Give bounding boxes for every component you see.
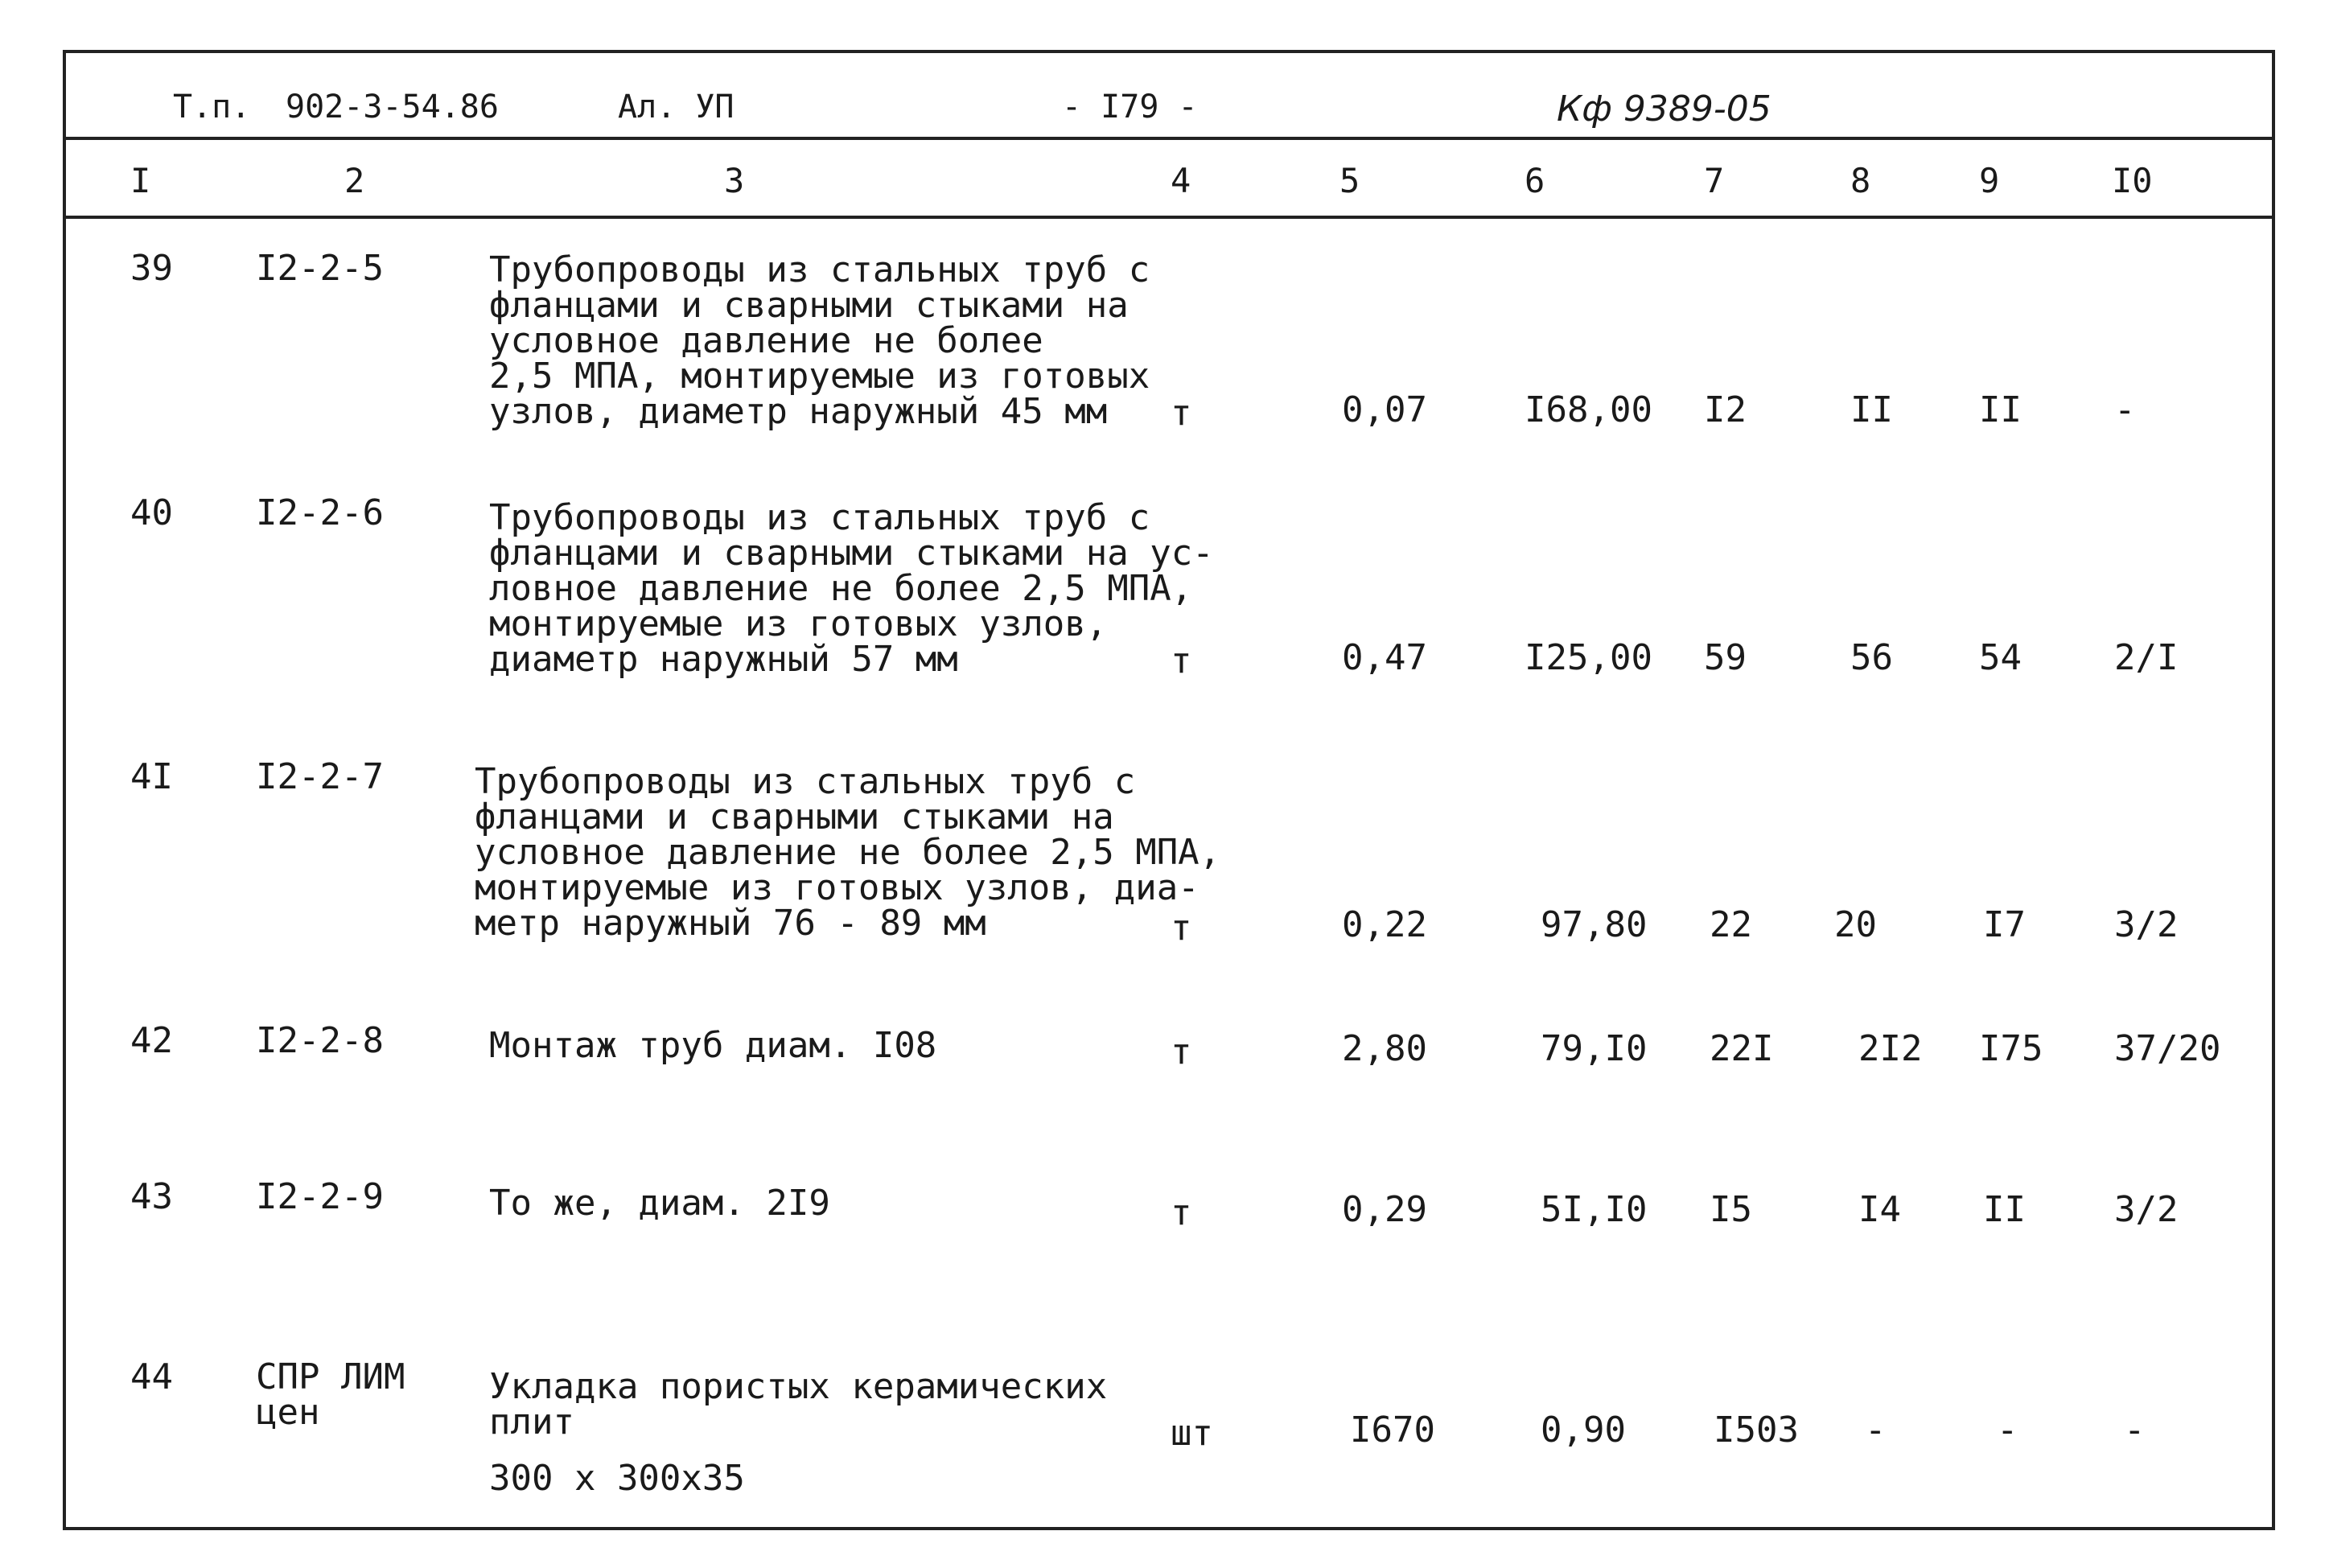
column-header: 2: [344, 161, 365, 200]
col7-value: I503: [1714, 1410, 1799, 1451]
col9-value: -: [1997, 1410, 2018, 1451]
quantity: 0,07: [1342, 389, 1427, 430]
unit: т: [1171, 907, 1192, 949]
col8-value: II: [1850, 389, 1893, 430]
work-description: Трубопроводы из стальных труб с фланцами и сварными стыками на ус- ловное давление не более 2,5 МПА, монтируемые из готовых узлов, диаметр наружный 57 мм: [489, 497, 1214, 680]
col7-value: 59: [1704, 637, 1747, 678]
unit: т: [1171, 640, 1192, 681]
work-description: Трубопроводы из стальных труб с фланцами и сварными стыками на условное давление не более 2,5 МПА, монтируемые из готовых узлов, диаметр наружный 45 мм: [489, 249, 1150, 432]
row-number: 43: [130, 1176, 173, 1217]
column-header: 6: [1525, 161, 1545, 200]
stamp-number: Кф 9389-05: [1557, 88, 1771, 130]
work-description-dimensions: 300 х 300х35: [489, 1458, 745, 1499]
column-header: 4: [1171, 161, 1191, 200]
col8-value: I4: [1858, 1189, 1901, 1230]
unit-price: 5I,I0: [1541, 1189, 1648, 1230]
column-header: 3: [724, 161, 745, 200]
col10-value: 37/20: [2114, 1028, 2221, 1069]
work-description: То же, диам. 2I9: [489, 1183, 830, 1224]
column-header: I0: [2112, 161, 2153, 200]
col10-value: 3/2: [2114, 1189, 2179, 1230]
rate-code: I2-2-5: [256, 248, 384, 289]
col10-value: 2/I: [2114, 637, 2179, 678]
col7-value: 22: [1710, 904, 1752, 945]
row-number: 42: [130, 1020, 173, 1061]
col8-value: 56: [1850, 637, 1893, 678]
unit: т: [1171, 1192, 1192, 1233]
rate-code: I2-2-7: [256, 756, 384, 797]
rate-code: I2-2-6: [256, 492, 384, 533]
row-number: 44: [130, 1356, 173, 1397]
rate-code: I2-2-8: [256, 1020, 384, 1061]
quantity: 0,29: [1342, 1189, 1427, 1230]
col8-value: 20: [1834, 904, 1877, 945]
column-header-divider: [63, 216, 2275, 219]
col7-value: 22I: [1710, 1028, 1774, 1069]
col9-value: I7: [1983, 904, 2026, 945]
row-number: 40: [130, 492, 173, 533]
col7-value: I2: [1704, 389, 1747, 430]
quantity: 0,47: [1342, 637, 1427, 678]
row-number: 39: [130, 248, 173, 289]
column-header: 9: [1979, 161, 2000, 200]
col10-value: -: [2124, 1410, 2146, 1451]
unit-price: I68,00: [1525, 389, 1652, 430]
doc-prefix: Т.п.: [173, 88, 251, 126]
quantity: 0,22: [1342, 904, 1427, 945]
rate-code: I2-2-9: [256, 1176, 384, 1217]
unit: т: [1171, 1031, 1192, 1072]
col9-value: II: [1983, 1189, 2026, 1230]
quantity: I670: [1350, 1410, 1435, 1451]
album-label: Ал. УП: [618, 88, 734, 126]
quantity: 2,80: [1342, 1028, 1427, 1069]
unit-price: 97,80: [1541, 904, 1648, 945]
unit-price: 79,I0: [1541, 1028, 1648, 1069]
col9-value: 54: [1979, 637, 2022, 678]
col8-value: -: [1865, 1410, 1887, 1451]
unit: т: [1171, 393, 1192, 434]
column-header: 5: [1339, 161, 1360, 200]
col9-value: I75: [1979, 1028, 2043, 1069]
work-description: Укладка пористых керамических плит: [489, 1366, 1108, 1442]
header-divider: [63, 137, 2275, 140]
unit-price: 0,90: [1541, 1410, 1626, 1451]
work-description: Монтаж труб диам. I08: [489, 1025, 937, 1066]
col7-value: I5: [1710, 1189, 1752, 1230]
row-number: 4I: [130, 756, 173, 797]
work-description: Трубопроводы из стальных труб с фланцами и сварными стыками на условное давление не более 2,5 МПА, монтируемые из готовых узлов, диа- метр наружный 76 - 89 мм: [475, 761, 1221, 944]
col10-value: -: [2114, 389, 2136, 430]
project-number: 902-3-54.86: [286, 88, 499, 126]
column-header: 8: [1850, 161, 1871, 200]
col9-value: II: [1979, 389, 2022, 430]
column-header: 7: [1704, 161, 1725, 200]
column-header: I: [130, 161, 151, 200]
col10-value: 3/2: [2114, 904, 2179, 945]
col8-value: 2I2: [1858, 1028, 1923, 1069]
rate-code: СПР ЛИМ цен: [256, 1356, 405, 1433]
unit-price: I25,00: [1525, 637, 1652, 678]
unit: шт: [1171, 1413, 1213, 1454]
page-number: - I79 -: [1062, 88, 1198, 126]
